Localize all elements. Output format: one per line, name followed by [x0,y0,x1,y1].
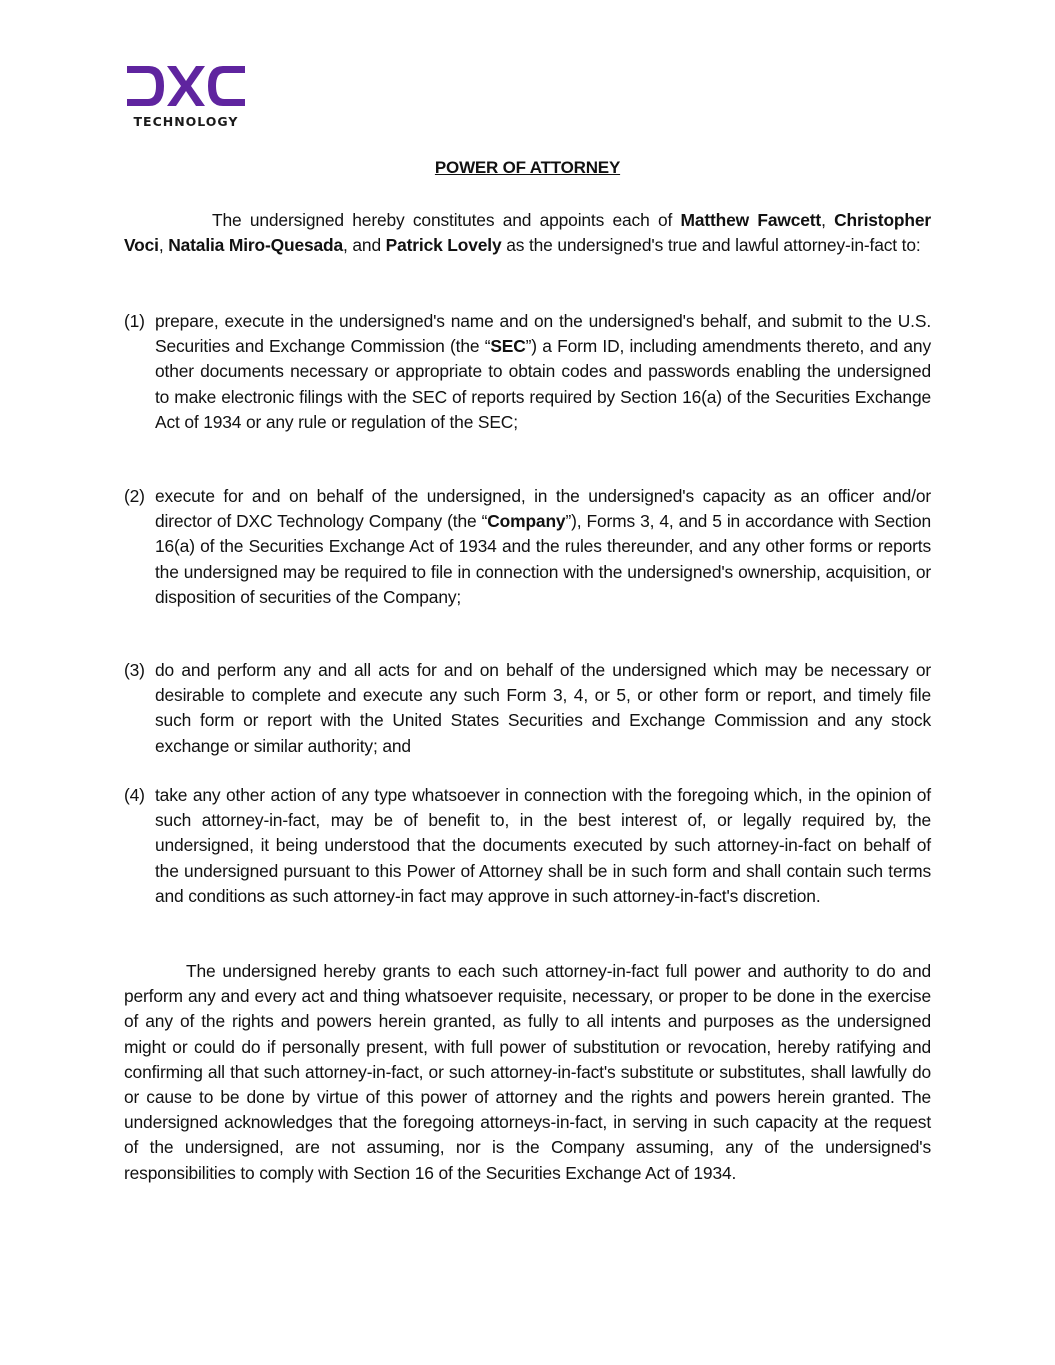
item-text: do and perform any and all acts for and on behalf of the undersigned which may be necessary or desirable to complete and execute any such Form 3, 4, or 5, or other form or report, and timely file such form or report with the United States Securities and Exchange Commission and any stock exchange or similar authority; and [155,660,931,756]
attorney-name: Patrick Lovely [385,235,502,256]
intro-text: as the undersigned's true and lawful attorney-in-fact to: [501,235,921,256]
dxc-technology-logo [127,64,245,132]
intro-text: , [821,210,835,230]
item-text: take any other action of any type whatsoever in connection with the foregoing which, in the opinion of such attorney-in-fact, may be of benefit to, in the best interest of, or legally required by, the undersigned, it being understood that the documents executed by such attorney-in-fact on behalf of the undersigned pursuant to this Power of Attorney shall be in such form and shall contain such terms and conditions as such attorney-in fact may approve in such attorney-in-fact's discretion. [155,785,931,906]
item-text-part: ”), Forms 3, 4, and 5 in accordance with Section 16(a) of the Securities Exchange Act of 1934 and the rules thereunder, and any other forms or reports the undersigned may be required to file in connection with the undersigned's ownership, acquisition, or disposition of securities of the Company; [155,511,931,607]
item-number: (3) [124,660,145,680]
attorney-name: Natalia Miro-Quesada [168,235,344,256]
item-number: (2) [124,486,145,506]
item-number: (4) [124,785,145,805]
intro-text: The undersigned hereby constitutes and appoints each of [212,210,681,230]
item-text-part: execute for and on behalf of the undersigned, in the undersigned's capacity as an officer and/or director of DXC Technology Company (the “ [155,486,931,532]
list-item-4 [124,783,931,909]
dxc-logo-icon [127,64,245,110]
logo-subtitle: TECHNOLOGY [133,114,239,129]
list-item-2 [124,484,931,610]
attorney-name: Matthew Fawcett [680,210,822,230]
intro-text: , [158,235,169,256]
defined-term: SEC [490,336,526,357]
item-number: (1) [124,311,145,331]
list-item-3 [124,658,931,759]
defined-term: Company [487,511,566,532]
intro-paragraph [124,208,931,258]
item-text-part: ”) a Form ID, including amendments thereto, and any other documents necessary or appropriate to obtain codes and passwords enabling the undersigned to make electronic filings with the SEC of reports required by Section 16(a) of the Securities Exchange Act of 1934 or any rule or regulation of the SEC; [155,336,932,432]
attorney-name: Christopher Voci [124,210,931,256]
document-title: POWER OF ATTORNEY [434,158,621,177]
item-text [155,484,931,610]
item-text-part: prepare, execute in the undersigned's name and on the undersigned's behalf, and submit to the U.S. Securities and Exchange Commission (the “ [155,311,931,357]
list-item-1 [124,309,931,435]
item-text [155,309,931,435]
closing-paragraph: The undersigned hereby grants to each such attorney-in-fact full power and authority to do and perform any and every act and thing whatsoever requisite, necessary, or proper to be done in the exercise of any of the rights and powers herein granted, as fully to all intents and purposes as the undersigned might or could do if personally present, with full power of substitution or revocation, hereby ratifying and confirming all that such attorney-in-fact, or such attorney-in-fact's substitute or substitutes, shall lawfully do or cause to be done by virtue of this power of attorney and the rights and powers herein granted. The undersigned acknowledges that the foregoing attorneys-in-fact, in serving in such capacity at the request of the undersigned, are not assuming, nor is the Company assuming, any of the undersigned's responsibilities to comply with Section 16 of the Securities Exchange Act of 1934. [124,961,931,1183]
intro-text: , and [343,235,386,256]
